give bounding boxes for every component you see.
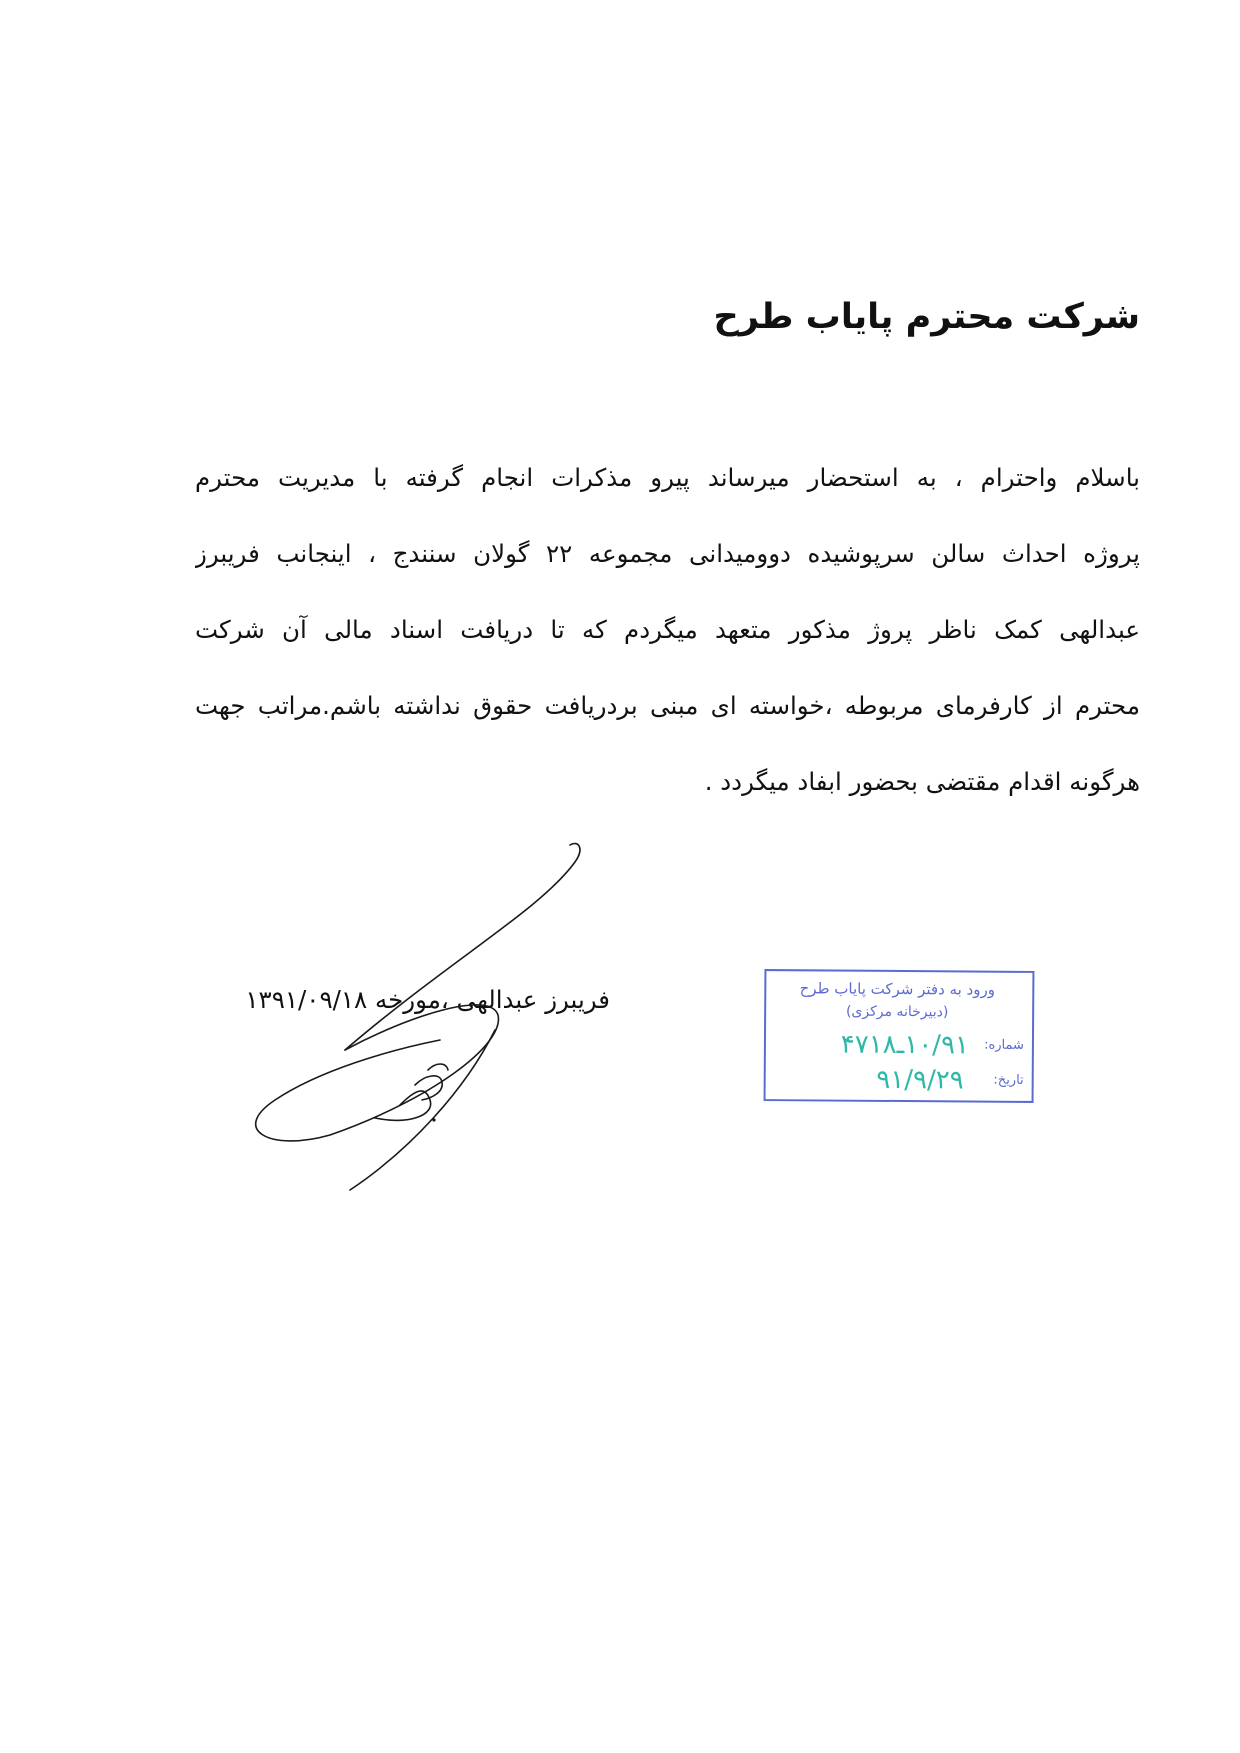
stamp-title: ورود به دفتر شرکت پایاب طرح [799, 979, 996, 999]
body-line-4: محترم از کارفرمای مربوطه ،خواسته ای مبنی بردریافت حقوق نداشته باشم.مراتب جهت [195, 691, 1140, 720]
stamp-date-label: تاریخ: [993, 1072, 1024, 1088]
handwritten-signature [250, 800, 670, 1180]
stamp-subtitle: (دبیرخانه مرکزی) [845, 1003, 949, 1021]
body-line-1: باسلام واحترام ، به استحضار میرساند پیرو مذکرات انجام گرفته با مدیریت محترم [195, 463, 1140, 492]
office-receipt-stamp [764, 969, 1035, 1103]
body-line-5: هرگونه اقدام مقتضی بحضور ابفاد میگردد . [704, 767, 1140, 796]
stamp-date-value: ۹۱/۹/۲۹ [876, 1064, 964, 1096]
letter-body [195, 440, 1140, 820]
signature-name-date: فریبرز عبدالهی ،مورخه ۱۳۹۱/۰۹/۱۸ [245, 985, 610, 1014]
stamp-number-row [769, 1029, 1024, 1061]
letter-title: شرکت محترم پایاب طرح [713, 297, 1140, 337]
stamp-number-label: شماره: [984, 1037, 1024, 1053]
stamp-date-row [769, 1064, 1024, 1096]
body-line-3: عبدالهی کمک ناظر پروژ مذکور متعهد میگردم که تا دریافت اسناد مالی آن شرکت [195, 615, 1140, 644]
stamp-number-value: ۱۰/۹۱ـ۴۷۱۸ [840, 1029, 970, 1061]
body-line-2: پروژه احداث سالن سرپوشیده دوومیدانی مجموعه ۲۲ گولان سنندج ، اینجانب فریبرز [195, 539, 1140, 568]
